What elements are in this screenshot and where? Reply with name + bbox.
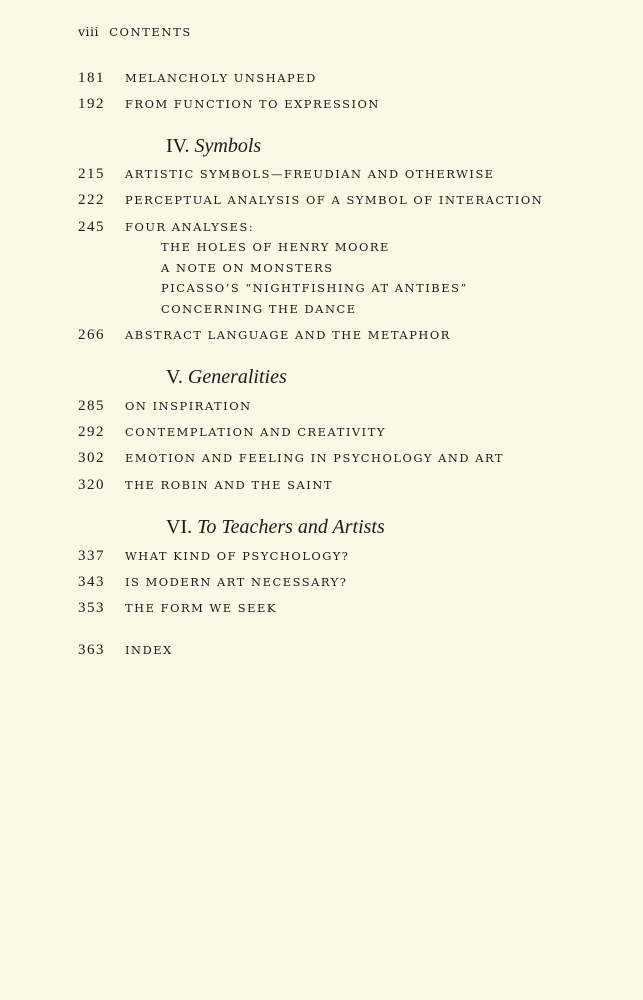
entry-title: CONTEMPLATION AND CREATIVITY bbox=[125, 425, 386, 439]
toc-entry bbox=[78, 548, 349, 565]
part-heading bbox=[166, 516, 385, 539]
toc-entry bbox=[78, 327, 451, 344]
entry-title: IS MODERN ART NECESSARY? bbox=[125, 575, 348, 589]
page-number: 215 bbox=[78, 166, 105, 182]
entry-title: FOUR ANALYSES: bbox=[125, 220, 255, 234]
page-number: 302 bbox=[78, 450, 105, 466]
toc-entry bbox=[78, 424, 386, 441]
page-number: 353 bbox=[78, 600, 105, 616]
entry-title: MELANCHOLY UNSHAPED bbox=[125, 71, 317, 85]
toc-subentry: THE HOLES OF HENRY MOORE bbox=[161, 240, 390, 254]
header-label: CONTENTS bbox=[109, 25, 192, 39]
toc-entry bbox=[78, 600, 277, 617]
toc-subentry: A NOTE ON MONSTERS bbox=[161, 261, 334, 275]
toc-entry bbox=[78, 96, 380, 113]
page-number: 292 bbox=[78, 424, 105, 440]
part-heading bbox=[166, 135, 261, 158]
part-title: Generalities bbox=[182, 366, 287, 388]
page-number: 285 bbox=[78, 398, 105, 414]
page-number: 343 bbox=[78, 574, 105, 590]
toc-entry bbox=[78, 477, 333, 494]
toc-entry bbox=[78, 574, 347, 591]
toc-entry bbox=[78, 642, 173, 659]
page-number: 181 bbox=[78, 70, 105, 86]
part-title: To Teachers and Artists bbox=[192, 516, 385, 538]
page-number: 363 bbox=[78, 642, 105, 658]
toc-entry bbox=[78, 450, 504, 467]
toc-entry bbox=[78, 192, 543, 209]
page-number: 192 bbox=[78, 96, 105, 112]
page-number: 266 bbox=[78, 327, 105, 343]
page-number: 320 bbox=[78, 477, 105, 493]
toc-entry bbox=[78, 219, 254, 236]
entry-title: THE FORM WE SEEK bbox=[125, 601, 277, 615]
toc-subentry: PICASSO’S “NIGHTFISHING AT ANTIBES” bbox=[161, 281, 468, 295]
entry-title: ON INSPIRATION bbox=[125, 399, 252, 413]
page-folio: viii bbox=[78, 24, 100, 39]
entry-title: PERCEPTUAL ANALYSIS OF A SYMBOL OF INTERACTION bbox=[125, 193, 544, 207]
part-number: IV. bbox=[166, 135, 190, 157]
part-title: Symbols bbox=[189, 135, 262, 157]
entry-title: EMOTION AND FEELING IN PSYCHOLOGY AND ART bbox=[125, 451, 505, 465]
entry-title: WHAT KIND OF PSYCHOLOGY? bbox=[125, 549, 350, 563]
toc-entry bbox=[78, 166, 495, 183]
part-number: V. bbox=[166, 366, 183, 388]
entry-title: ABSTRACT LANGUAGE AND THE METAPHOR bbox=[125, 328, 451, 342]
entry-title: THE ROBIN AND THE SAINT bbox=[125, 478, 333, 492]
running-header bbox=[78, 24, 192, 39]
page-number: 222 bbox=[78, 192, 105, 208]
entry-title: FROM FUNCTION TO EXPRESSION bbox=[125, 97, 380, 111]
toc-entry bbox=[78, 398, 252, 415]
entry-title: INDEX bbox=[125, 643, 173, 657]
toc-entry bbox=[78, 70, 317, 87]
part-number: VI. bbox=[166, 516, 193, 538]
entry-title: ARTISTIC SYMBOLS—FREUDIAN AND OTHERWISE bbox=[125, 167, 495, 181]
page-number: 245 bbox=[78, 219, 105, 235]
toc-subentry: CONCERNING THE DANCE bbox=[161, 302, 357, 316]
page-number: 337 bbox=[78, 548, 105, 564]
part-heading bbox=[166, 366, 287, 389]
